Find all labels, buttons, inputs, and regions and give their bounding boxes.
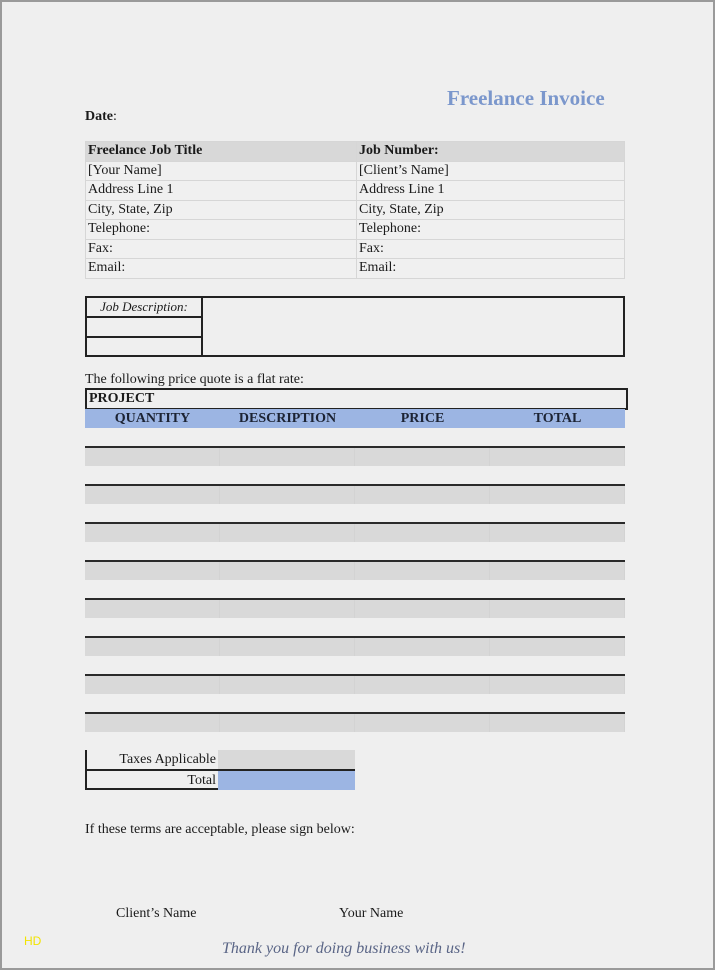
client-telephone-field[interactable]: Telephone: xyxy=(357,220,625,240)
pricing-table-header xyxy=(85,409,625,428)
info-row xyxy=(86,161,625,181)
total-label: Total xyxy=(85,771,218,790)
client-name-field[interactable]: [Client’s Name] xyxy=(357,161,625,181)
terms-text: If these terms are acceptable, please sign below: xyxy=(85,822,355,837)
job-number-header: Job Number: xyxy=(357,142,625,162)
job-title-header: Freelance Job Title xyxy=(86,142,357,162)
hd-watermark: HD xyxy=(24,934,42,948)
column-quantity: QUANTITY xyxy=(114,411,191,426)
your-email-field[interactable]: Email: xyxy=(86,259,357,279)
table-row[interactable] xyxy=(85,618,625,656)
client-email-field[interactable]: Email: xyxy=(357,259,625,279)
your-name-signature[interactable]: Your Name xyxy=(339,906,404,921)
table-row[interactable] xyxy=(85,656,625,694)
info-header-row xyxy=(86,142,625,162)
pricing-table-body xyxy=(85,428,625,732)
info-row xyxy=(86,220,625,240)
document-title: Freelance Invoice xyxy=(447,86,605,110)
client-name-signature[interactable]: Client’s Name xyxy=(116,906,197,921)
date-field[interactable]: Date: xyxy=(85,109,117,124)
info-row xyxy=(86,181,625,201)
taxes-value[interactable] xyxy=(218,750,355,769)
client-fax-field[interactable]: Fax: xyxy=(357,239,625,259)
project-field[interactable]: PROJECT xyxy=(85,388,628,410)
taxes-label: Taxes Applicable xyxy=(85,750,218,769)
table-row[interactable] xyxy=(85,504,625,542)
total-row xyxy=(85,769,355,790)
table-row[interactable] xyxy=(85,466,625,504)
your-telephone-field[interactable]: Telephone: xyxy=(86,220,357,240)
your-name-field[interactable]: [Your Name] xyxy=(86,161,357,181)
taxes-row xyxy=(85,750,355,769)
table-row[interactable] xyxy=(85,694,625,732)
invoice-page xyxy=(2,2,713,968)
info-row xyxy=(86,239,625,259)
contact-info-table xyxy=(85,141,625,279)
job-description-box[interactable] xyxy=(85,296,625,357)
client-address-field[interactable]: Address Line 1 xyxy=(357,181,625,201)
date-label: Date xyxy=(85,109,113,124)
job-description-cell[interactable] xyxy=(87,318,201,338)
table-row[interactable] xyxy=(85,428,625,466)
column-price: PRICE xyxy=(400,411,445,426)
job-description-cell[interactable] xyxy=(87,338,201,356)
client-city-field[interactable]: City, State, Zip xyxy=(357,200,625,220)
table-row[interactable] xyxy=(85,542,625,580)
your-fax-field[interactable]: Fax: xyxy=(86,239,357,259)
job-description-label: Job Description: xyxy=(87,298,201,318)
info-row xyxy=(86,200,625,220)
column-description: DESCRIPTION xyxy=(238,411,337,426)
column-total: TOTAL xyxy=(533,411,582,426)
flat-rate-note: The following price quote is a flat rate: xyxy=(85,372,304,387)
info-row xyxy=(86,259,625,279)
your-address-field[interactable]: Address Line 1 xyxy=(86,181,357,201)
job-description-label-column xyxy=(87,298,203,355)
thank-you-message: Thank you for doing business with us! xyxy=(222,940,466,957)
table-row[interactable] xyxy=(85,580,625,618)
totals-block xyxy=(85,750,355,790)
your-city-field[interactable]: City, State, Zip xyxy=(86,200,357,220)
total-value[interactable] xyxy=(218,771,355,790)
